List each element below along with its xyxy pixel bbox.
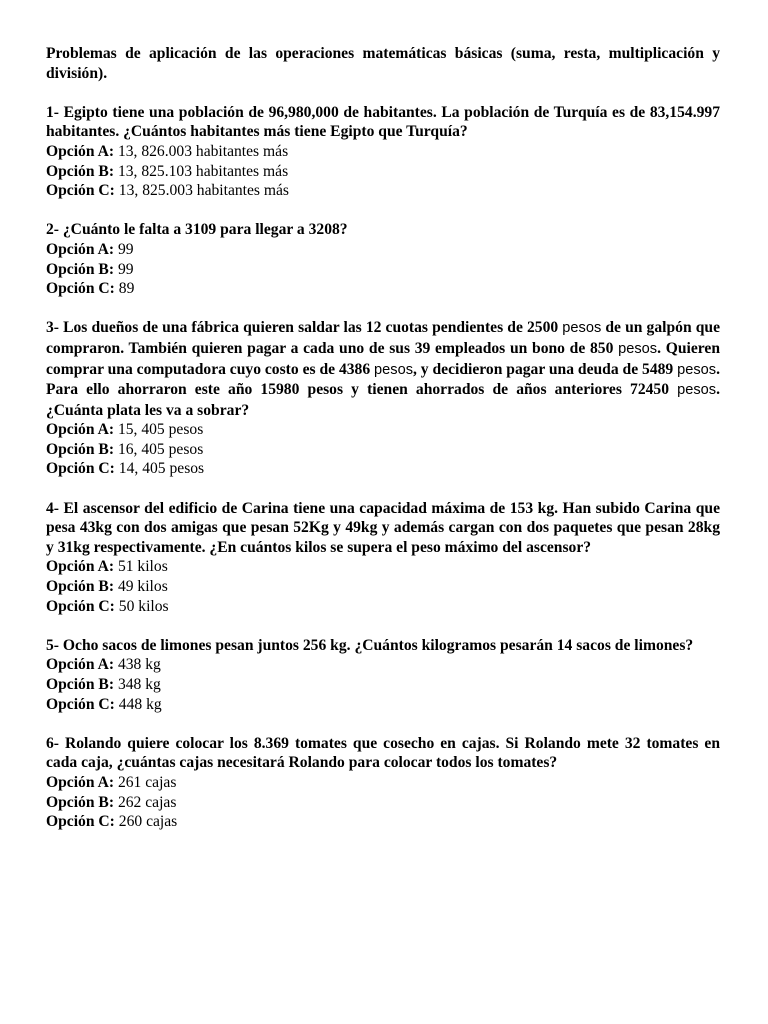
question-text: , y decidieron pagar una deuda de 5489 [413, 360, 678, 378]
problem-question: 5- Ocho sacos de limones pesan juntos 256 kg. ¿Cuántos kilogramos pesarán 14 sacos de limones? [46, 636, 694, 654]
option-label: Opción B: [46, 162, 115, 180]
option-c [46, 279, 720, 299]
option-a [46, 420, 720, 440]
question-text: pesos [562, 320, 602, 337]
option-label: Opción C: [46, 280, 115, 298]
option-c [46, 181, 720, 201]
option-a [46, 142, 720, 162]
option-a [46, 240, 720, 260]
option-value: 13, 826.003 habitantes más [117, 142, 289, 160]
option-b [46, 675, 720, 695]
option-b [46, 440, 720, 460]
problem-6 [46, 734, 720, 832]
option-value: 15, 405 pesos [117, 421, 204, 439]
option-label: Opción C: [46, 460, 115, 478]
option-a [46, 557, 720, 577]
option-c [46, 459, 720, 479]
option-label: Opción A: [46, 142, 115, 160]
option-value: 16, 405 pesos [117, 440, 204, 458]
option-label: Opción C: [46, 695, 115, 713]
option-value: 261 cajas [117, 773, 177, 791]
option-value: 89 [118, 280, 135, 298]
option-value: 260 cajas [118, 813, 178, 831]
option-label: Opción B: [46, 676, 115, 693]
option-b [46, 577, 720, 597]
option-b [46, 793, 720, 813]
question-text: pesos [677, 361, 717, 378]
problem-3 [46, 318, 720, 479]
option-label: Opción B: [46, 578, 115, 596]
document-page [46, 44, 720, 851]
question-text: . Para ello ahorraron este año 15980 pesos y tienen ahorrados de años anteriores 72450 [46, 360, 720, 399]
problem-question: 4- El ascensor del edificio de Carina tiene una capacidad máxima de 153 kg. Han subido Carina que pesa 43kg con dos amigas que pesan 52Kg y 49kg y además cargan con dos paquetes que pesan 28kg y 31kg respectivamente. ¿En cuántos kilos se supera el peso máximo del ascensor? [46, 499, 720, 556]
problem-question: 1- Egipto tiene una población de 96,980,000 de habitantes. La población de Turquía es de 83,154.997 habitantes. ¿Cuántos habitantes más tiene Egipto que Turquía? [46, 103, 720, 141]
option-value: 13, 825.103 habitantes más [117, 162, 289, 180]
question-text: de un galpón que compraron. También quieren pagar a cada uno de sus 39 empleados un bono de 850 [46, 319, 720, 357]
option-value: 448 kg [118, 695, 162, 713]
problem-4 [46, 499, 720, 617]
problem-question [46, 318, 720, 420]
option-label: Opción A: [46, 240, 115, 258]
option-label: Opción B: [46, 793, 115, 811]
option-a [46, 655, 720, 675]
option-value: 13, 825.003 habitantes más [118, 182, 290, 200]
question-text: . ¿Cuánta plata les va a sobrar? [46, 381, 720, 419]
option-value: 438 kg [117, 656, 161, 674]
option-value: 50 kilos [118, 597, 169, 615]
option-label: Opción C: [46, 813, 115, 831]
question-text: pesos [677, 382, 717, 399]
document-intro: Problemas de aplicación de las operaciones matemáticas básicas (suma, resta, multiplicación y división). [46, 45, 720, 82]
option-value: 51 kilos [117, 558, 168, 576]
option-label: Opción A: [46, 773, 115, 791]
question-text: pesos [618, 340, 658, 357]
option-label: Opción A: [46, 421, 115, 439]
problem-question: 2- ¿Cuánto le falta a 3109 para llegar a 3208? [46, 221, 348, 239]
option-label: Opción C: [46, 182, 115, 200]
option-label: Opción B: [46, 440, 115, 458]
option-label: Opción B: [46, 260, 115, 278]
option-label: Opción C: [46, 597, 115, 615]
option-c [46, 695, 720, 715]
option-value: 262 cajas [117, 793, 177, 811]
problem-2 [46, 220, 720, 298]
option-c [46, 597, 720, 617]
option-label: Opción A: [46, 558, 115, 576]
option-value: 14, 405 pesos [118, 460, 205, 478]
option-b [46, 162, 720, 182]
question-text: . Quieren comprar una computadora cuyo costo es de 4386 [46, 339, 720, 378]
option-value: 348 kg [117, 676, 161, 693]
problem-5 [46, 636, 720, 714]
problem-question: 6- Rolando quiere colocar los 8.369 tomates que cosecho en cajas. Si Rolando mete 32 tomates en cada caja, ¿cuántas cajas necesitará Rolando para colocar todos los tomates? [46, 734, 720, 772]
problem-1 [46, 103, 720, 201]
option-value: 99 [117, 240, 134, 258]
option-c [46, 812, 720, 832]
option-label: Opción A: [46, 656, 115, 674]
option-a [46, 773, 720, 793]
option-value: 99 [117, 260, 134, 278]
option-value: 49 kilos [117, 578, 168, 596]
question-text: 3- Los dueños de una fábrica quieren saldar las 12 cuotas pendientes de 2500 [46, 319, 563, 337]
question-text: pesos [374, 361, 413, 378]
option-b [46, 260, 720, 280]
